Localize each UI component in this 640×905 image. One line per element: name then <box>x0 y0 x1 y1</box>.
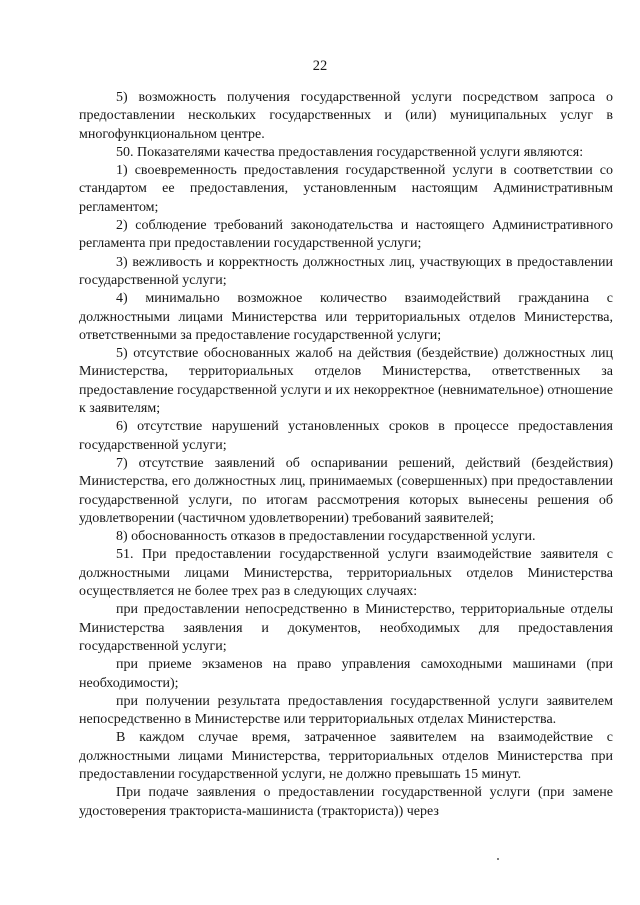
paragraph: 6) отсутствие нарушений установленных сроков в процессе предоставления государственной услуги; <box>79 419 613 453</box>
paragraph: 2) соблюдение требований законодательства и настоящего Административного регламента при предоставлении государственной услуги; <box>79 218 613 252</box>
paragraph: При подаче заявления о предоставлении государственной услуги (при замене удостоверения тракториста-машиниста (тракториста)) через <box>79 785 613 819</box>
paragraph: при получении результата предоставления государственной услуги заявителем непосредственно в Министерстве или территориальных отделах Министерства. <box>79 693 613 728</box>
paragraph: 5) отсутствие обоснованных жалоб на действия (бездействие) должностных лиц Министерства, территориальных отделов Министерства, ответственных за предоставление государственной услуги и их некорректное (невнимательное) отношение к заявителям; <box>79 346 613 417</box>
paragraph: при предоставлении непосредственно в Министерство, территориальные отделы Министерства заявления и документов, необходимых для предоставления государственной услуги; <box>79 602 613 654</box>
paragraph: 1) своевременность предоставления государственной услуги в соответствии со стандартом ее предоставления, установленным настоящим Административным регламентом; <box>79 163 613 215</box>
paragraph: 7) отсутствие заявлений об оспаривании решений, действий (бездействия) Министерства, его должностных лиц, принимаемых (совершенных) при предоставлении государственной услуги, по итогам рассмотрения которых вынесены решения об удовлетворении (частичном удовлетворении) требований заявителей; <box>79 455 613 526</box>
paragraph: 5) возможность получения государственной услуги посредством запроса о предоставлении нескольких государственных и (или) муниципальных услуг в многофункциональном центре. <box>79 90 613 142</box>
document-body <box>79 89 613 821</box>
paragraph: В каждом случае время, затраченное заявителем на взаимодействие с должностными лицами Министерства, территориальных отделов Министерства при предоставлении государственной услуги, не должно превышать 15 минут. <box>79 730 613 782</box>
paragraph: 4) минимально возможное количество взаимодействий гражданина с должностными лицами Министерства или территориальных отделов Министерства, ответственными за предоставление государственной услуги; <box>79 291 613 343</box>
paragraph: 3) вежливость и корректность должностных лиц, участвующих в предоставлении государственной услуги; <box>79 254 613 288</box>
paragraph: при приеме экзаменов на право управления самоходными машинами (при необходимости); <box>79 657 613 691</box>
paragraph: 50. Показателями качества предоставления государственной услуги являются: <box>116 144 584 160</box>
page-number: 22 <box>312 58 328 74</box>
paragraph: 8) обоснованность отказов в предоставлении государственной услуги. <box>116 529 536 545</box>
paragraph: 51. При предоставлении государственной услуги взаимодействие заявителя с должностными лицами Министерства, территориальных отделов Министерства осуществляется не более трех раз в следующих случаях: <box>79 547 613 600</box>
scan-speck <box>497 858 499 860</box>
